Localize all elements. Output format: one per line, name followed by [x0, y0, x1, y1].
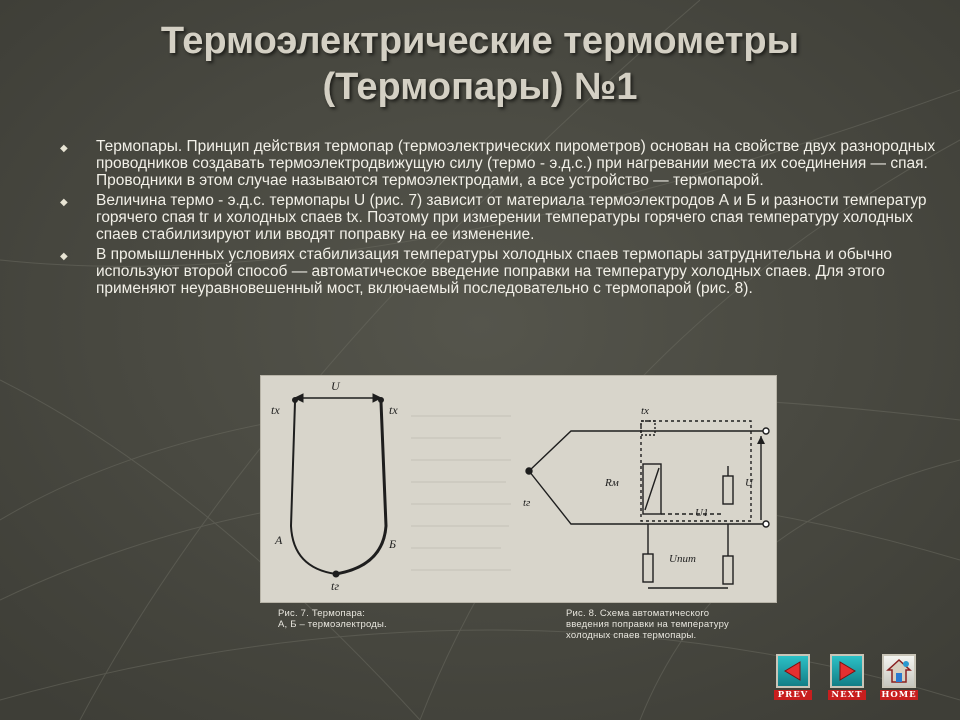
bullet-item: [58, 246, 938, 297]
fig8-label-U1: U1: [695, 507, 709, 519]
caption-line: Рис. 8. Схема автоматического: [566, 608, 710, 619]
caption-line: А, Б – термоэлектроды.: [278, 619, 387, 630]
arrow-up-icon: [757, 436, 765, 444]
fig7-label-A: А: [275, 533, 283, 547]
electrode-b: [336, 402, 386, 574]
terminal-dot: [763, 428, 769, 434]
resistor-right: [723, 476, 733, 504]
bullet-item: [58, 138, 938, 189]
fig8-label-U: U: [745, 477, 753, 489]
figure-drawings: [261, 376, 776, 602]
wire-top: [529, 431, 766, 471]
slide-title: [0, 18, 960, 110]
fig8-label-tg: tг: [523, 497, 531, 509]
home-icon[interactable]: [882, 654, 916, 688]
fig7-label-B: Б: [389, 537, 397, 551]
wire-bottom: [529, 471, 766, 524]
hot-junction-dot: [526, 468, 532, 474]
fig7-label-tg: tг: [331, 579, 340, 593]
bullet-marker-icon: ◆: [60, 143, 68, 154]
bullet-text: Величина термо - э.д.с. термопары U (рис. 7) зависит от материала термоэлектродов А и Б и разности температур горячего спая tг и холодных спаев tx. Поэтому при измерении температуры горячего спая температуру холодных спаев стабилизируют или вводят поправку на ее изменение.: [96, 192, 927, 243]
caption-line: Рис. 7. Термопара:: [278, 608, 366, 619]
bullet-text: Термопары. Принцип действия термопар (термоэлектрических пирометров) основан на свойстве двух разнородных проводников создавать термоэлектродвижущую силу (термо - э.д.с.) при нагревании места их соединения — спая. Проводники в этом случае называются термоэлектродами, а все устройство — термопарой.: [96, 138, 936, 189]
figure-8-caption: [566, 608, 729, 641]
terminal-dot: [763, 521, 769, 527]
fig8-label-Rm: Rм: [605, 477, 619, 489]
caption-line: введения поправки на температуру: [566, 619, 729, 630]
title-line-1: Термоэлектрические термометры: [160, 20, 800, 62]
variable-arrow: [645, 468, 659, 510]
fig7-label-U: U: [331, 379, 340, 393]
title-line-2: (Термопары) №1: [322, 66, 638, 108]
resistor-bottom-right: [723, 556, 733, 584]
figure-7-caption: [278, 608, 387, 630]
caption-line: холодных спаев термопары.: [566, 630, 697, 641]
fig7-label-tx-right: tx: [389, 403, 398, 417]
bullet-text: В промышленных условиях стабилизация температуры холодных спаев термопары затруднительна и обычно используют второй способ — автоматическое введение поправки на температуру холодных спаев. Для этого применяют неуравновешенный мост, включаемый последовательно с термопарой (рис. 8).: [96, 246, 893, 297]
next-label[interactable]: NEXT: [828, 690, 866, 700]
tx-box: [641, 421, 655, 435]
junction-dot: [333, 571, 339, 577]
figure-7-thermocouple: [291, 394, 386, 577]
bullet-marker-icon: ◆: [60, 197, 68, 208]
bullet-marker-icon: ◆: [60, 251, 68, 262]
prev-arrow-icon[interactable]: [776, 654, 810, 688]
figure-scan: [260, 375, 777, 603]
next-arrow-icon[interactable]: [830, 654, 864, 688]
fig8-label-tx: tx: [641, 405, 649, 417]
home-button[interactable]: [880, 654, 918, 700]
bullet-list: [58, 138, 938, 300]
junction-dot: [379, 398, 384, 403]
figure-8-bridge-circuit: [526, 421, 769, 588]
resistor-bottom-left: [643, 554, 653, 582]
next-button[interactable]: [828, 654, 866, 700]
fig7-label-tx-left: tx: [271, 403, 280, 417]
junction-dot: [293, 398, 298, 403]
prev-label[interactable]: PREV: [774, 690, 812, 700]
fig8-label-Upit: Uпит: [669, 553, 696, 565]
prev-button[interactable]: [774, 654, 812, 700]
electrode-a: [291, 402, 336, 574]
home-label[interactable]: HOME: [881, 690, 917, 700]
bullet-item: [58, 192, 938, 243]
